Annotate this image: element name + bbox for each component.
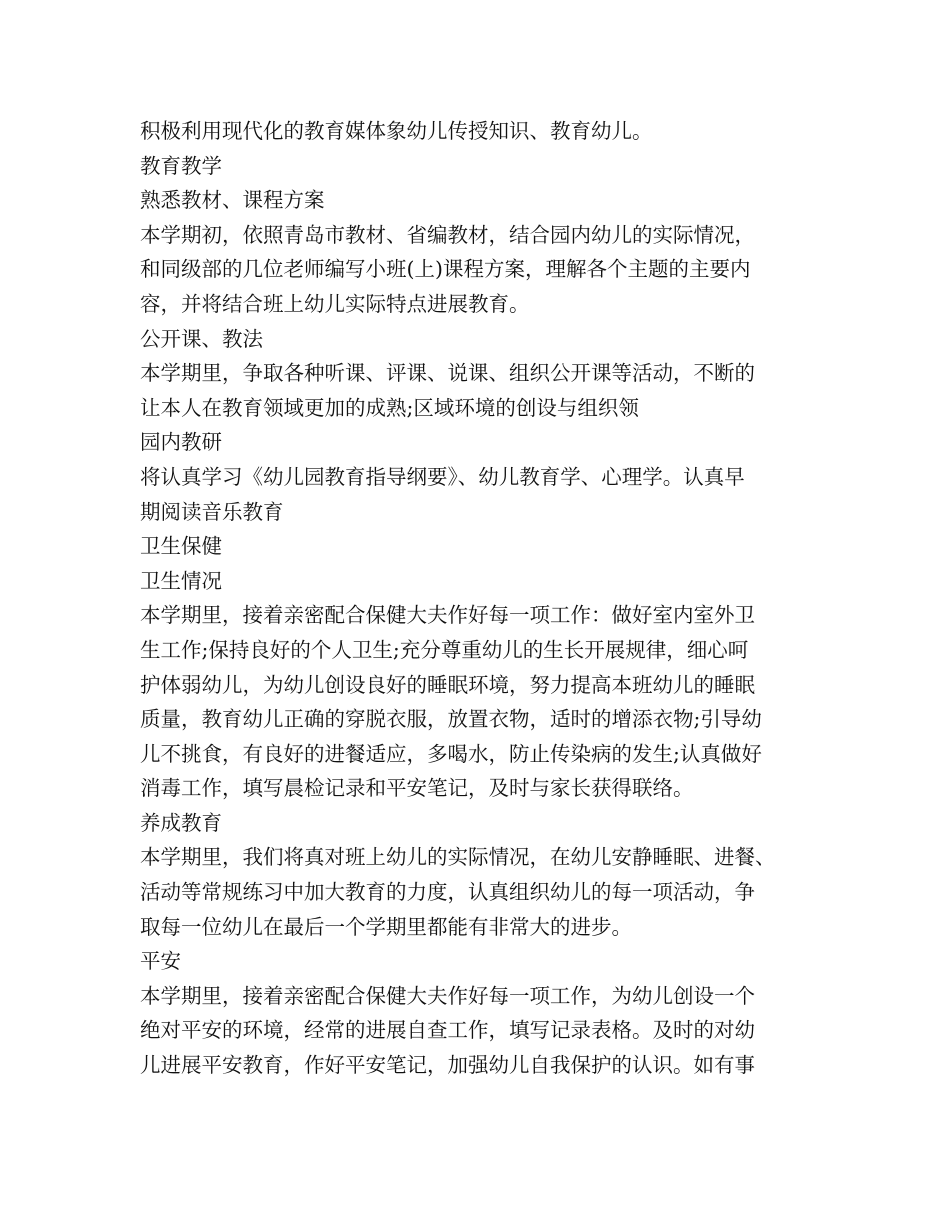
- subsection-heading: 熟悉教材、课程方案: [140, 188, 325, 213]
- text-line: 积极利用现代化的教育媒体象幼儿传授知识、教育幼儿。: [140, 119, 653, 143]
- subsection-heading: 平安: [140, 949, 181, 974]
- text-line: 和同级部的几位老师编写小班(上)课程方案，理解各个主题的主要内: [140, 257, 751, 282]
- subsection-heading: 养成教育: [140, 810, 222, 835]
- subsection-heading: 公开课、教法: [140, 326, 263, 351]
- text-line: 生工作;保持良好的个人卫生;充分尊重幼儿的生长开展规律，细心呵: [140, 637, 749, 662]
- text-line: 儿不挑食，有良好的进餐适应，多喝水，防止传染病的发生;认真做好: [140, 741, 762, 766]
- document-body: [140, 114, 840, 1083]
- text-line: 取每一位幼儿在最后一个学期里都能有非常大的进步。: [140, 914, 632, 939]
- text-line: 将认真学习《幼儿园教育指导纲要》、幼儿教育学、心理学。认真早: [140, 464, 745, 489]
- subsection-heading: 卫生情况: [140, 568, 222, 593]
- text-line: 儿进展平安教育，作好平安笔记，加强幼儿自我保护的认识。如有事: [140, 1053, 755, 1078]
- section-heading: 教育教学: [140, 153, 222, 178]
- text-line: 期阅读音乐教育: [140, 499, 284, 524]
- text-line: 护体弱幼儿，为幼儿创设良好的睡眠环境，努力提高本班幼儿的睡眠: [140, 672, 755, 697]
- text-line: 本学期里，争取各种听课、评课、说课、组织公开课等活动，不断的: [140, 361, 755, 386]
- text-line: 消毒工作，填写晨检记录和平安笔记，及时与家长获得联络。: [140, 776, 694, 801]
- text-line: 本学期里，接着亲密配合保健大夫作好每一项工作，为幼儿创设一个: [140, 983, 755, 1008]
- text-line: 活动等常规练习中加大教育的力度，认真组织幼儿的每一项活动，争: [140, 880, 755, 905]
- text-line: 本学期里，接着亲密配合保健大夫作好每一项工作：做好室内室外卫: [140, 603, 755, 628]
- text-line: 让本人在教育领域更加的成熟;区域环境的创设与组织领: [140, 395, 639, 420]
- subsection-heading: 园内教研: [140, 430, 222, 455]
- text-line: 质量，教育幼儿正确的穿脱衣服，放置衣物，适时的增添衣物;引导幼: [140, 707, 762, 732]
- text-line: 本学期初，依照青岛市教材、省编教材，结合园内幼儿的实际情况，: [140, 222, 755, 247]
- text-line: 绝对平安的环境，经常的进展自查工作，填写记录表格。及时的对幼: [140, 1018, 755, 1043]
- text-line: 本学期里，我们将真对班上幼儿的实际情况，在幼儿安静睡眠、进餐、: [140, 845, 776, 870]
- text-line: 容，并将结合班上幼儿实际特点进展教育。: [140, 291, 530, 316]
- section-heading: 卫生保健: [140, 534, 222, 559]
